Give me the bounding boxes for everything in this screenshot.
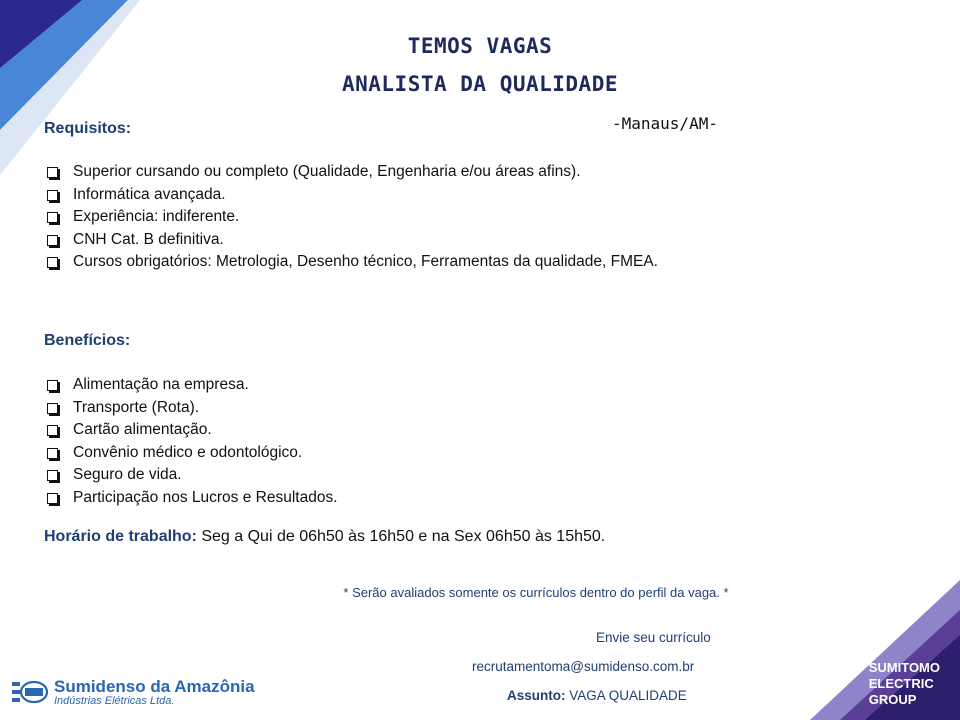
- list-item-text: Convênio médico e odontológico.: [73, 443, 303, 461]
- list-item: [44, 206, 684, 229]
- subject-value: VAGA QUALIDADE: [565, 688, 687, 703]
- list-item-text: Informática avançada.: [73, 185, 226, 203]
- list-item: [44, 229, 684, 252]
- sumidenso-logo: [12, 676, 272, 710]
- list-item: [44, 161, 684, 184]
- list-item: [44, 464, 684, 487]
- benefits-list: [44, 374, 684, 509]
- list-item-text: Cursos obrigatórios: Metrologia, Desenho técnico, Ferramentas da qualidade, FMEA.: [73, 253, 658, 270]
- brand-line: GROUP: [868, 692, 917, 707]
- list-item-text: Alimentação na empresa.: [73, 376, 249, 393]
- checkbox-bullet-icon: [47, 470, 58, 481]
- list-item: [44, 419, 684, 442]
- checkbox-bullet-icon: [47, 167, 58, 178]
- list-item-text: Participação nos Lucros e Resultados.: [73, 488, 338, 506]
- send-resume-text: Envie seu currículo: [596, 630, 711, 645]
- checkbox-bullet-icon: [47, 212, 58, 223]
- evaluation-note: * Serão avaliados somente os currículos dentro do perfil da vaga. *: [343, 585, 729, 600]
- checkbox-bullet-icon: [47, 425, 58, 436]
- checkbox-bullet-icon: [47, 493, 58, 504]
- checkbox-bullet-icon: [47, 403, 58, 414]
- sumitomo-brand: [869, 660, 940, 708]
- job-title: ANALISTA DA QUALIDADE: [341, 72, 618, 96]
- sumidenso-logo-icon: [12, 680, 48, 706]
- list-item-text: CNH Cat. B definitiva.: [73, 230, 224, 248]
- company-subtitle: Indústrias Elétricas Ltda.: [54, 695, 175, 707]
- schedule-value: Seg a Qui de 06h50 às 16h50 e na Sex 06h50 às 15h50.: [196, 528, 606, 545]
- list-item-text: Superior cursando ou completo (Qualidade, Engenharia e/ou áreas afins).: [73, 163, 581, 180]
- list-item-text: Transporte (Rota).: [73, 398, 200, 416]
- page-title: TEMOS VAGAS: [407, 34, 553, 58]
- email-subject: [507, 688, 687, 703]
- list-item: [44, 397, 684, 420]
- brand-line: SUMITOMO: [868, 660, 940, 675]
- list-item-text: Seguro de vida.: [73, 466, 182, 483]
- job-location: -Manaus/AM-: [612, 114, 718, 133]
- list-item: [44, 251, 663, 274]
- list-item-text: Cartão alimentação.: [73, 421, 212, 438]
- checkbox-bullet-icon: [47, 235, 58, 246]
- list-item-text: Experiência: indiferente.: [73, 208, 240, 225]
- list-item: [44, 442, 684, 465]
- schedule-label: Horário de trabalho:: [44, 528, 197, 545]
- checkbox-bullet-icon: [47, 257, 58, 268]
- company-name: Sumidenso da Amazônia: [54, 677, 255, 696]
- list-item: [44, 487, 684, 510]
- work-schedule: [44, 528, 605, 546]
- contact-email[interactable]: recrutamentoma@sumidenso.com.br: [472, 659, 695, 674]
- list-item: [44, 184, 684, 207]
- benefits-heading: Benefícios:: [44, 332, 131, 349]
- checkbox-bullet-icon: [47, 190, 58, 201]
- requirements-list: [44, 161, 684, 274]
- checkbox-bullet-icon: [47, 448, 58, 459]
- list-item: [44, 374, 684, 397]
- brand-line: ELECTRIC: [868, 676, 934, 691]
- requirements-heading: Requisitos:: [44, 120, 132, 137]
- checkbox-bullet-icon: [47, 380, 58, 391]
- subject-label: Assunto:: [507, 688, 566, 703]
